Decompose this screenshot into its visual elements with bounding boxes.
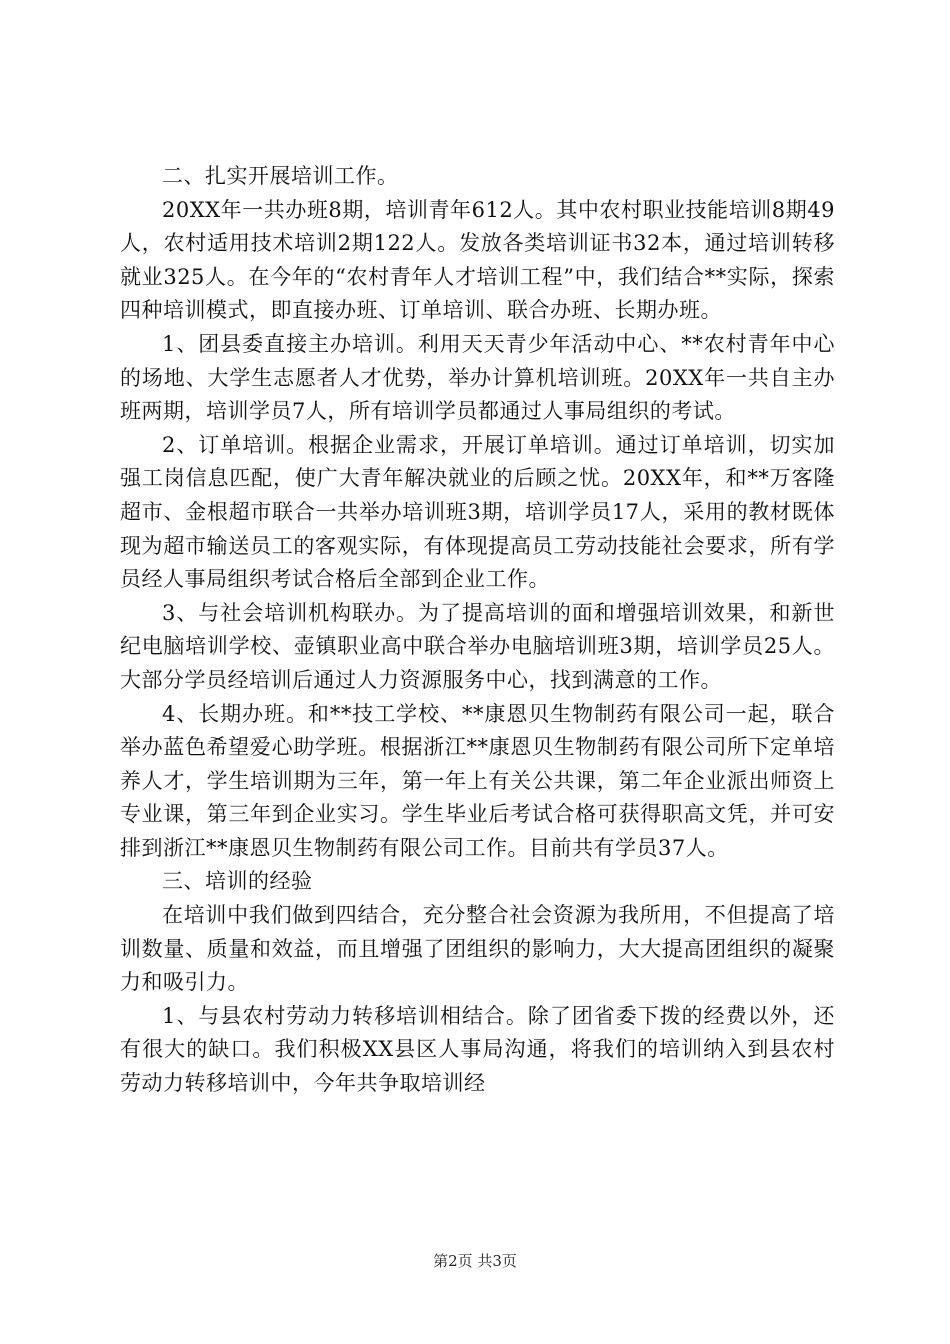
paragraph-training-summary: 20XX年一共办班8期，培训青年612人。其中农村职业技能培训8期49人，农村适用技术培训2期122人。发放各类培训证书32本，通过培训转移就业325人。在今年的“农村青年人才培训工程”中，我们结合**实际，探索四种培训模式，即直接办班、订单培训、联合办班、长期办班。 bbox=[120, 197, 835, 323]
paragraph-direct-training: 1、团县委直接主办培训。利用天天青少年活动中心、**农村青年中心的场地、大学生志愿者人才优势，举办计算机培训班。20XX年一共自主办班两期，培训学员7人，所有培训学员都通过人事局组织的考试。 bbox=[120, 331, 835, 424]
paragraph-joint-training: 3、与社会培训机构联办。为了提高培训的面和增强培训效果，和新世纪电脑培训学校、壶镇职业高中联合举办电脑培训班3期，培训学员25人。大部分学员经培训后通过人力资源服务中心，找到满意的工作。 bbox=[120, 600, 835, 692]
section-heading-experience: 三、培训的经验 bbox=[162, 869, 313, 894]
paragraph-county-labor-training: 1、与县农村劳动力转移培训相结合。除了团省委下拨的经费以外，还有很大的缺口。我们积极XX县区人事局沟通，将我们的培训纳入到县农村劳动力转移培训中，今年共争取培训经 bbox=[120, 1003, 835, 1096]
paragraph-long-term-class: 4、长期办班。和**技工学校、**康恩贝生物制药有限公司一起，联合举办蓝色希望爱心助学班。根据浙江**康恩贝生物制药有限公司所下定单培养人才，学生培训期为三年，第一年上有关公共课，第二年企业派出师资上专业课，第三年到企业实习。学生毕业后考试合格可获得职高文凭，并可安排到浙江**康恩贝生物制药有限公司工作。目前共有学员37人。 bbox=[120, 701, 835, 860]
paragraph-order-training: 2、订单培训。根据企业需求，开展订单培训。通过订单培训，切实加强工岗信息匹配，使广大青年解决就业的后顾之忧。20XX年，和**万客隆超市、金根超市联合一共举办培训班3期，培训学员17人，采用的教材既体现为超市输送员工的客观实际，有体现提高员工劳动技能社会要求，所有学员经人事局组织考试合格后全部到企业工作。 bbox=[120, 432, 835, 592]
document-body bbox=[120, 160, 835, 1101]
paragraph-four-combinations: 在培训中我们做到四结合，充分整合社会资源为我所用，不但提高了培训数量、质量和效益，而且增强了团组织的影响力，大大提高团组织的凝聚力和吸引力。 bbox=[120, 903, 835, 995]
section-heading-training-work: 二、扎实开展培训工作。 bbox=[162, 164, 399, 188]
page-number-footer: 第2页 共3页 bbox=[433, 1252, 517, 1270]
